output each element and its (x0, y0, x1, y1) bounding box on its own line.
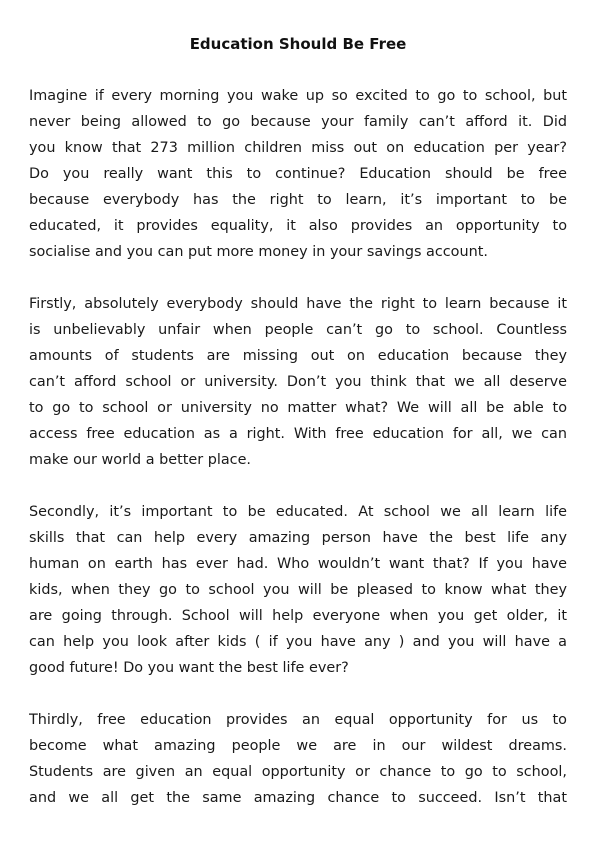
text-line: can help you look after kids ( if you have any ) and you will have a (29, 634, 567, 650)
text-line: kids, when they go to school you will be pleased to know what they (29, 582, 567, 598)
text-line: Students are given an equal opportunity or chance to go to school, (29, 764, 567, 780)
text-line: become what amazing people we are in our wildest dreams. (29, 738, 567, 754)
paragraph-introduction (29, 83, 567, 265)
text-line: educated, it provides equality, it also provides an opportunity to (29, 218, 567, 234)
text-line: Firstly, absolutely everybody should have the right to learn because it (29, 296, 567, 312)
text-line: Imagine if every morning you wake up so excited to go to school, but (29, 88, 567, 104)
text-line: you know that 273 million children miss out on education per year? (29, 140, 567, 156)
text-line: can’t afford school or university. Don’t you think that we all deserve (29, 374, 567, 390)
text-line: to go to school or university no matter what? We will all be able to (29, 400, 567, 416)
text-line: access free education as a right. With free education for all, we can (29, 426, 567, 442)
text-line: Thirdly, free education provides an equal opportunity for us to (29, 712, 567, 728)
text-line: and we all get the same amazing chance to succeed. Isn’t that (29, 790, 567, 806)
text-line: human on earth has ever had. Who wouldn’t want that? If you have (29, 556, 567, 572)
text-line: is unbelievably unfair when people can’t go to school. Countless (29, 322, 567, 338)
text-line: because everybody has the right to learn, it’s important to be (29, 192, 567, 208)
text-line: Secondly, it’s important to be educated. At school we all learn life (29, 504, 567, 520)
text-line: socialise and you can put more money in your savings account. (29, 244, 488, 260)
text-line: make our world a better place. (29, 452, 252, 468)
paragraph-secondly (29, 499, 567, 681)
document-body (29, 83, 567, 837)
paragraph-firstly (29, 291, 567, 473)
text-line: amounts of students are missing out on education because they (29, 348, 567, 364)
text-line: Do you really want this to continue? Education should be free (29, 166, 567, 182)
paragraph-thirdly (29, 707, 567, 811)
text-line: good future! Do you want the best life ever? (29, 660, 349, 676)
text-line: skills that can help every amazing person have the best life any (29, 530, 567, 546)
document-title: Education Should Be Free (189, 35, 407, 53)
text-line: are going through. School will help everyone when you get older, it (29, 608, 567, 624)
text-line: never being allowed to go because your family can’t afford it. Did (29, 114, 567, 130)
